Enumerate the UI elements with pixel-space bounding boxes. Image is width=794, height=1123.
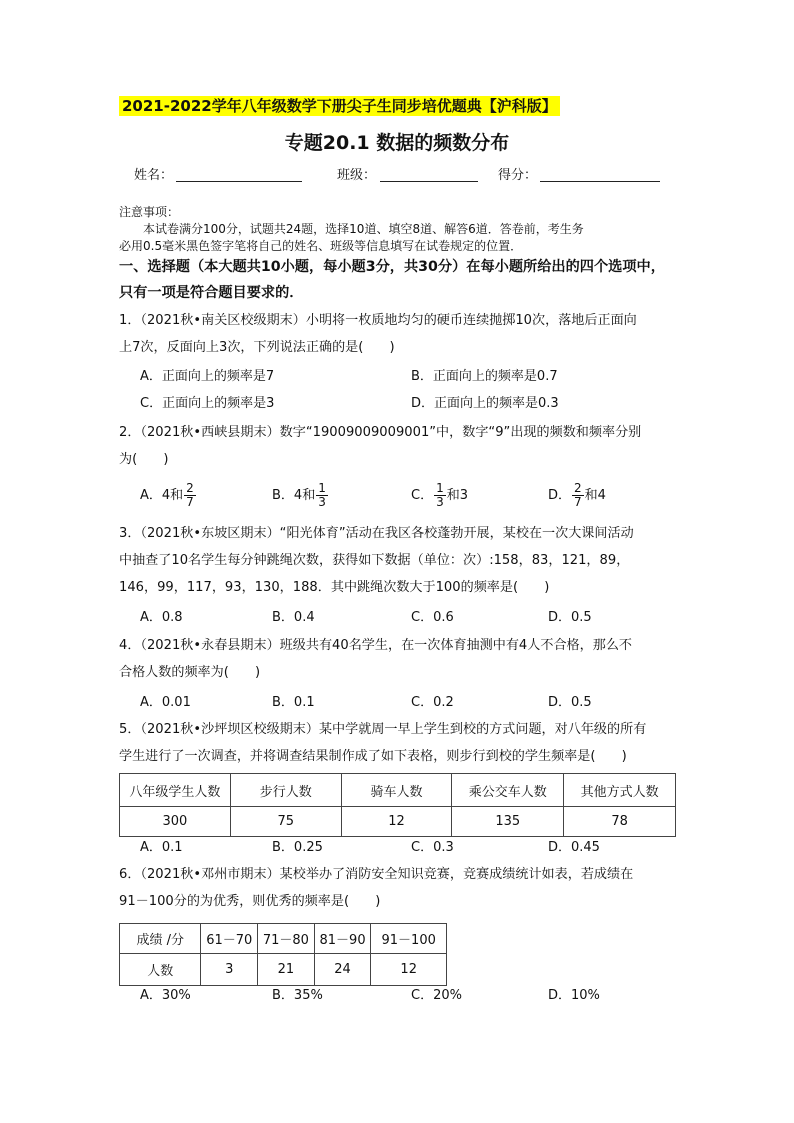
option-b[interactable] (272, 482, 329, 509)
class-field[interactable] (380, 181, 478, 182)
question-text: 1．（2021秋•南关区校级期末）小明将一枚质地均匀的硬币连续抛掷10次，落地后正面向 (119, 313, 637, 328)
option-c[interactable]: C．正面向上的频率是3 (140, 396, 275, 411)
notice-heading: 注意事项： (119, 205, 180, 219)
table-cell: 75 (230, 807, 341, 837)
table-header-cell: 乘公交车人数 (452, 774, 564, 807)
option-b[interactable]: B．正面向上的频率是0.7 (411, 369, 558, 384)
option-c[interactable]: C．0.3 (411, 840, 454, 855)
question-text: 6．（2021秋•邓州市期末）某校举办了消防安全知识竞赛，竞赛成绩统计如表，若成绩在 (119, 867, 634, 882)
table-header-row (120, 924, 447, 954)
table-cell: 24 (314, 954, 371, 986)
option-d[interactable]: D．10% (548, 988, 600, 1003)
option-a[interactable]: A．0.01 (140, 695, 191, 710)
option-b[interactable]: B．0.25 (272, 840, 323, 855)
option-a[interactable]: A．正面向上的频率是7 (140, 369, 275, 384)
score-field[interactable] (540, 181, 660, 182)
table-cell: 300 (120, 807, 231, 837)
option-suffix: 和4 (584, 488, 606, 503)
option-prefix: C． (411, 488, 434, 503)
fraction (434, 482, 446, 509)
section-heading: 一、选择题（本大题共10小题，每小题3分，共30分）在每小题所给出的四个选项中， (119, 259, 665, 275)
question-text: 合格人数的频率为( ) (119, 665, 261, 680)
table-header-cell: 其他方式人数 (564, 774, 676, 807)
fraction-denominator: 3 (436, 495, 444, 509)
table-cell: 78 (564, 807, 676, 837)
table-header-cell: 成绩 /分 (120, 924, 201, 954)
table-header-cell: 71－80 (258, 924, 315, 954)
option-a[interactable]: A．0.1 (140, 840, 183, 855)
question-text: 学生进行了一次调查，并将调查结果制作成了如下表格，则步行到校的学生频率是( ) (119, 749, 627, 764)
question-text: 91－100分的为优秀，则优秀的频率是( ) (119, 894, 381, 909)
option-b[interactable]: B．0.1 (272, 695, 315, 710)
fraction-numerator: 2 (574, 481, 582, 495)
table-cell: 3 (201, 954, 258, 986)
option-prefix: A．4和 (140, 488, 184, 503)
table-cell: 21 (258, 954, 315, 986)
option-b[interactable]: B．0.4 (272, 610, 315, 625)
class-label: 班级： (337, 168, 377, 183)
table-cell: 135 (452, 807, 564, 837)
option-suffix: 和3 (446, 488, 468, 503)
table-header-cell: 91－100 (371, 924, 447, 954)
question-text: 为( ) (119, 452, 169, 467)
table-row (120, 807, 676, 837)
option-c[interactable]: C．20% (411, 988, 462, 1003)
fraction (184, 482, 196, 509)
name-label: 姓名： (134, 168, 174, 183)
fraction (316, 482, 328, 509)
table-header-row (120, 774, 676, 807)
option-prefix: D． (548, 488, 572, 503)
option-prefix: B．4和 (272, 488, 316, 503)
option-b[interactable]: B．35% (272, 988, 323, 1003)
table-row (120, 954, 447, 986)
fraction-numerator: 1 (436, 481, 444, 495)
notice-line: 必用0.5毫米黑色签字笔将自己的姓名、班级等信息填写在试卷规定的位置． (119, 239, 523, 253)
table-header-cell: 步行人数 (230, 774, 341, 807)
option-a[interactable]: A．0.8 (140, 610, 183, 625)
transport-table (119, 773, 676, 837)
question-text: 3．（2021秋•东坡区期末）“阳光体育”活动在我区各校蓬勃开展，某校在一次大课间活动 (119, 526, 634, 541)
table-header-cell: 61－70 (201, 924, 258, 954)
option-c[interactable]: C．0.2 (411, 695, 454, 710)
option-a[interactable]: A．30% (140, 988, 191, 1003)
question-text: 2．（2021秋•西峡县期末）数字“19009009009001”中，数字“9”出现的频数和频率分别 (119, 425, 642, 440)
fraction-denominator: 3 (318, 495, 326, 509)
option-c[interactable] (411, 482, 468, 509)
question-text: 5．（2021秋•沙坪坝区校级期末）某中学就周一早上学生到校的方式问题，对八年级的所有 (119, 722, 647, 737)
option-d[interactable]: D．0.45 (548, 840, 600, 855)
fraction-numerator: 1 (318, 481, 326, 495)
option-d[interactable]: D．0.5 (548, 695, 592, 710)
question-text: 4．（2021秋•永春县期末）班级共有40名学生，在一次体育抽测中有4人不合格，那么不 (119, 638, 633, 653)
option-c[interactable]: C．0.6 (411, 610, 454, 625)
fraction-denominator: 7 (574, 495, 582, 509)
option-d[interactable]: D．正面向上的频率是0.3 (411, 396, 559, 411)
table-cell: 人数 (120, 954, 201, 986)
score-table (119, 923, 447, 986)
question-text: 146，99，117，93，130，188．其中跳绳次数大于100的频率是( ) (119, 580, 550, 595)
score-label: 得分： (498, 168, 538, 183)
table-header-cell: 骑车人数 (341, 774, 452, 807)
fraction (572, 482, 584, 509)
fraction-numerator: 2 (186, 481, 194, 495)
option-d[interactable]: D．0.5 (548, 610, 592, 625)
table-header-cell: 八年级学生人数 (120, 774, 231, 807)
table-cell: 12 (341, 807, 452, 837)
option-a[interactable] (140, 482, 197, 509)
notice-line: 本试卷满分100分，试题共24题，选择10道、填空8道、解答6道．答卷前，考生务 (143, 222, 584, 236)
question-text: 上7次，反面向上3次，下列说法正确的是( ) (119, 340, 395, 355)
fraction-denominator: 7 (186, 495, 194, 509)
table-cell: 12 (371, 954, 447, 986)
question-text: 中抽查了10名学生每分钟跳绳次数，获得如下数据（单位：次）:158，83，121，89， (119, 553, 630, 568)
section-heading: 只有一项是符合题目要求的． (119, 285, 304, 301)
name-field[interactable] (176, 181, 302, 182)
header-banner: 2021-2022学年八年级数学下册尖子生同步培优题典【沪科版】 (119, 96, 560, 116)
table-header-cell: 81－90 (314, 924, 371, 954)
page-title: 专题20.1 数据的频数分布 (284, 132, 510, 154)
option-d[interactable] (548, 482, 606, 509)
